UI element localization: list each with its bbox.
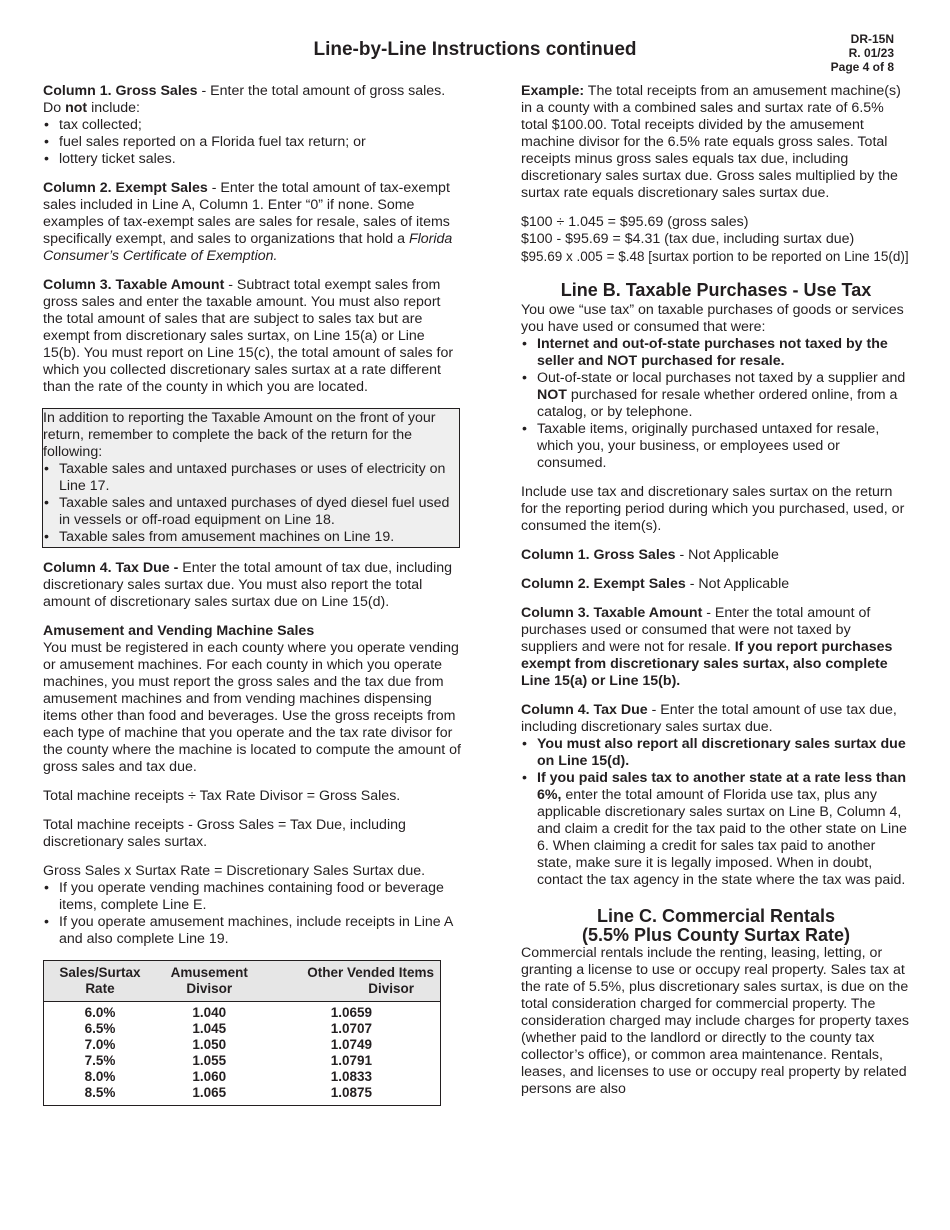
table-header-row (44, 961, 441, 1002)
section-heading: Column 1. Gross Sales (521, 547, 676, 563)
section-heading: Column 2. Exempt Sales (43, 180, 208, 196)
page-title: Line-by-Line Instructions continued (313, 39, 637, 60)
column4-tax-due: Column 4. Tax Due - Enter the total amount of tax due, including discretionary sales surtax due. You must also report the total amount of discretionary sales surtax due on Line 15(d). (43, 560, 453, 610)
line-b-column4: Column 4. Tax Due - Enter the total amount of use tax due, including discretionary sales surtax due. (521, 702, 897, 735)
line-b-intro: You owe “use tax” on taxable purchases of goods or services you have used or consumed that were: (521, 302, 904, 335)
section-heading: Example: (521, 83, 585, 99)
list-item: • lottery ticket sales. (43, 151, 461, 168)
line-b-include: Include use tax and discretionary sales surtax on the return for the reporting period during which you purchased, used, or consumed the item(s). (521, 484, 905, 534)
formula-gross-sales: Total machine receipts ÷ Tax Rate Divisor = Gross Sales. (43, 788, 401, 804)
list-item: • Taxable items, originally purchased untaxed for resale, which you, your business, or employees used or consumed. (521, 421, 911, 472)
form-identifier (831, 32, 894, 74)
section-heading: Column 3. Taxable Amount (521, 605, 703, 621)
list-item: • tax collected; (43, 117, 461, 134)
list-item: • Taxable sales and untaxed purchases or uses of electricity on Line 17. (43, 461, 459, 495)
calc-line: $95.69 x .005 = $.48 [surtax portion to be reported on Line 15(d)] (521, 249, 909, 264)
section-heading: Column 1. Gross Sales (43, 83, 198, 99)
table-row: 6.5% 1.045 1.0707 (84, 1021, 372, 1036)
line-b-column4-list (521, 736, 911, 889)
header-rate: Sales/Surtax Rate (44, 961, 156, 1002)
form-id: DR-15N (850, 32, 894, 46)
section-heading: Column 2. Exempt Sales (521, 576, 686, 592)
gross-sales-exclusions-list (43, 117, 461, 168)
line-b-column2: Column 2. Exempt Sales - Not Applicable (521, 576, 790, 592)
list-item: • If you operate vending machines containing food or beverage items, complete Line E. (43, 880, 461, 914)
calc-line: $100 ÷ 1.045 = $95.69 (gross sales) (521, 214, 749, 230)
column3-taxable-amount: Column 3. Taxable Amount - Subtract total exempt sales from gross sales and enter the taxable amount. You must also report the total amount of sales that are subject to sales tax but are exempt from discretionary sales surtax, on Line 15(a) or Line 15(b). You must report on Line 15(c), the total amount of sales for which you collected discretionary sales surtax at a rate different than the rate of the county in which you are located. (43, 277, 454, 395)
header-amusement-divisor: Amusement Divisor (156, 961, 263, 1002)
divisor-table (43, 960, 441, 1106)
amusement-vending-section: Amusement and Vending Machine Sales You must be registered in each county where you operate vending or amusement machines. For each county in which you operate machines, you must report the gross sales and the tax due from amusement machines and from vending machines dispensing items other than food and beverages. Use the gross receipts from each type of machine that you operate and the tax rate divisor for the county where the machine is located to compute the amount of gross sales and tax due. (43, 623, 461, 775)
formula-tax-due: Total machine receipts - Gross Sales = Tax Due, including discretionary sales surtax. (43, 817, 406, 850)
header-other-vended-divisor: Other Vended Items Divisor (263, 961, 441, 1002)
right-column (521, 83, 911, 1110)
machine-instructions-list (43, 880, 461, 948)
list-item: • If you operate amusement machines, include receipts in Line A and also complete Line 19. (43, 914, 461, 948)
line-c-text: Commercial rentals include the renting, leasing, letting, or granting a license to use or occupy real property. Sales tax at the rate of 5.5%, plus discretionary sales surtax, is due on the total consideration charged for commercial property. The consideration charged may include charges for property taxes (whether paid to the landlord or directly to the county tax collector’s office), or common area maintenance. Rentals, leases, and licenses to use or occupy real property by related persons are also (521, 945, 910, 1097)
form-revision: R. 01/23 (848, 46, 894, 60)
list-item: • Taxable sales and untaxed purchases of dyed diesel fuel used in vessels or off-road equipment on Line 18. (43, 495, 459, 529)
table-row: 8.5% 1.065 1.0875 (84, 1085, 372, 1100)
section-heading: Column 4. Tax Due - (43, 560, 179, 576)
reminder-list (43, 461, 459, 546)
column2-exempt-sales: Column 2. Exempt Sales - Enter the total amount of tax-exempt sales included in Line A, Column 1. Enter “0” if none. Some examples of tax-exempt sales are sales for resale, sales of items specifically exempt, and sales to organizations that hold a Florida Consumer’s Certificate of Exemption. (43, 180, 453, 264)
list-item: • Taxable sales from amusement machines on Line 19. (43, 529, 459, 546)
reminder-box (42, 408, 460, 548)
list-item: • Out-of-state or local purchases not taxed by a supplier and NOT purchased for resale whether ordered online, from a catalog, or by telephone. (521, 370, 911, 421)
line-b-title: Line B. Taxable Purchases - Use Tax (560, 280, 872, 300)
section-heading: Amusement and Vending Machine Sales (43, 623, 315, 639)
list-item: • You must also report all discretionary sales surtax due on Line 15(d). (521, 736, 911, 770)
formula-surtax: Gross Sales x Surtax Rate = Discretionary Sales Surtax due. (43, 863, 426, 879)
table-row: 6.0% 1.040 1.0659 (84, 1005, 372, 1020)
table-row: 8.0% 1.060 1.0833 (84, 1069, 372, 1084)
amusement-example: Example: The total receipts from an amusement machine(s) in a county with a combined sales and surtax rate of 6.5% total $100.00. Total receipts divided by the amusement machine divisor for the 6.5% rate equals gross sales. Total receipts minus gross sales equals tax due, including discretionary sales surtax due. Gross sales multiplied by the surtax rate equals discretionary sales surtax due. (521, 83, 901, 201)
calc-line: $100 - $95.69 = $4.31 (tax due, including surtax due) (521, 231, 855, 247)
line-c-title: Line C. Commercial Rentals (5.5% Plus County Surtax Rate) (581, 906, 851, 945)
line-b-column3: Column 3. Taxable Amount - Enter the total amount of purchases used or consumed that were not taxed by suppliers and were not for resale. If you report purchases exempt from discretionary sales surtax, also complete Line 15(a) or Line 15(b). (521, 605, 893, 689)
example-calculations (521, 214, 911, 265)
table-row: 7.5% 1.055 1.0791 (84, 1053, 372, 1068)
section-heading: Column 3. Taxable Amount (43, 277, 225, 293)
list-item: • If you paid sales tax to another state at a rate less than 6%, enter the total amount of Florida use tax, plus any applicable discretionary sales surtax on Line B, Column 4, and claim a credit for the tax paid to the other state on Line 6. When claiming a credit for sales tax paid to another state, make sure it is legally imposed. When in doubt, contact the tax agency in the state where the tax was paid. (521, 770, 911, 889)
reminder-text: In addition to reporting the Taxable Amount on the front of your return, remember to complete the back of the return for the following: (43, 410, 436, 460)
left-column (43, 83, 461, 1106)
line-b-list (521, 336, 911, 472)
list-item: • Internet and out-of-state purchases not taxed by the seller and NOT purchased for resale. (521, 336, 911, 370)
column1-gross-sales: Column 1. Gross Sales - Enter the total amount of gross sales. Do not include: (43, 83, 446, 116)
line-b-column1: Column 1. Gross Sales - Not Applicable (521, 547, 779, 563)
list-item: • fuel sales reported on a Florida fuel tax return; or (43, 134, 461, 151)
table-row: 7.0% 1.050 1.0749 (84, 1037, 372, 1052)
page-number: Page 4 of 8 (830, 60, 894, 74)
section-heading: Column 4. Tax Due (521, 702, 648, 718)
